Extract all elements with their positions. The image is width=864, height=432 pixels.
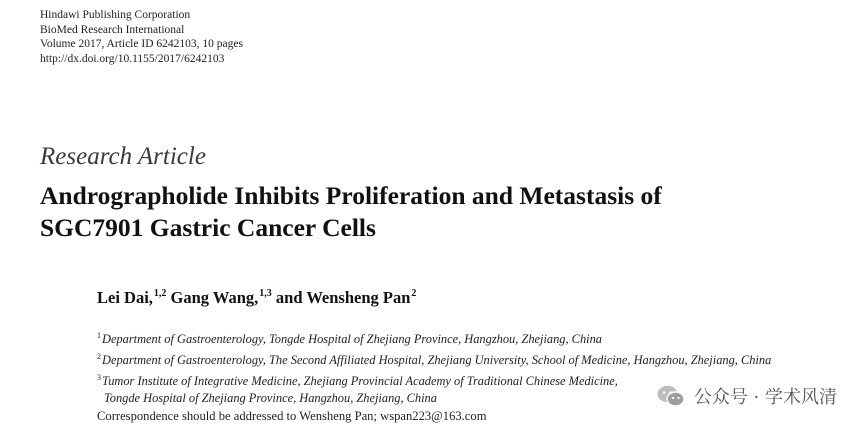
- affiliation-text: Department of Gastroenterology, Tongde Hospital of Zhejiang Province, Hangzhou, Zhejiang, China: [102, 332, 602, 346]
- volume-line: Volume 2017, Article ID 6242103, 10 pages: [40, 38, 243, 50]
- author-affiliation-sup: 1,3: [259, 288, 272, 299]
- watermark-text: 公众号 · 学术风清: [693, 387, 837, 408]
- affiliation-number: 2: [97, 352, 101, 361]
- title-line-1: Andrographolide Inhibits Proliferation and Metastasis of: [40, 181, 662, 210]
- affiliation-continuation: Tongde Hospital of Zhejiang Province, Hangzhou, Zhejiang, China: [104, 391, 437, 405]
- author-name: Lei Dai,: [97, 288, 153, 307]
- publisher-line: Hindawi Publishing Corporation: [40, 9, 191, 21]
- doi-link[interactable]: http://dx.doi.org/10.1155/2017/6242103: [40, 52, 225, 65]
- article-title: [40, 180, 662, 244]
- watermark: [656, 383, 837, 409]
- affiliation-number: 1: [97, 331, 101, 340]
- journal-name: BioMed Research International: [40, 23, 185, 36]
- affiliation-text: Tumor Institute of Integrative Medicine, Zhejiang Provincial Academy of Traditional Chinese Medicine,: [102, 374, 618, 388]
- correspondence-line: Correspondence should be addressed to Wensheng Pan; wspan223@163.com: [97, 409, 487, 423]
- wechat-icon: [656, 384, 686, 408]
- affiliation-text: Department of Gastroenterology, The Second Affiliated Hospital, Zhejiang University, School of Medicine, Hangzhou, Zhejiang, China: [102, 353, 772, 367]
- affiliation-item: [97, 348, 771, 369]
- author-list: [97, 288, 416, 308]
- author-name: Gang Wang,: [170, 288, 259, 307]
- title-line-2: SGC7901 Gastric Cancer Cells: [40, 213, 376, 242]
- affiliation-number: 3: [97, 373, 101, 382]
- author-name: and Wensheng Pan: [275, 288, 411, 307]
- author-affiliation-sup: 1,2: [153, 288, 167, 299]
- journal-header: [40, 8, 243, 66]
- author-affiliation-sup: 2: [411, 288, 417, 299]
- affiliation-item: [97, 327, 771, 348]
- article-type: Research Article: [40, 143, 206, 170]
